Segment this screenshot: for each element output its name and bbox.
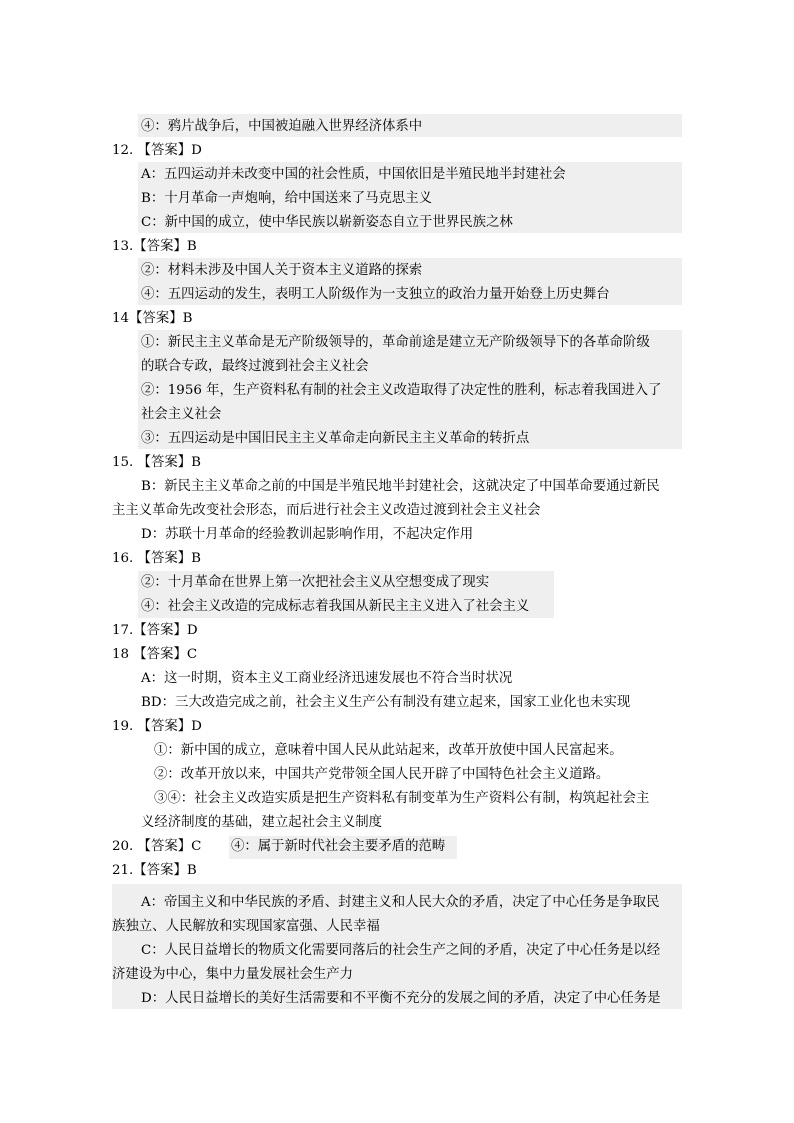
answer-heading: 12. 【答案】D [112, 143, 202, 158]
text-line: ④：属于新时代社会主要矛盾的范畴 [231, 839, 446, 854]
text-line: A：五四运动并未改变中国的社会性质，中国依旧是半殖民地半封建社会 [141, 167, 566, 182]
text-line: ③④：社会主义改造实质是把生产资料私有制变革为生产资料公有制，构筑起社会主 [154, 791, 650, 806]
text-line: ②：改革开放以来，中国共产党带领全国人民开辟了中国特色社会主义道路。 [154, 767, 610, 782]
answer-heading: 16. 【答案】B [112, 551, 201, 566]
answer-heading: 13.【答案】B [112, 239, 197, 254]
answer-heading: 19. 【答案】D [112, 719, 202, 734]
answer-heading: 21.【答案】B [112, 863, 197, 878]
text-line: ④：社会主义改造的完成标志着我国从新民主主义进入了社会主义 [141, 599, 530, 614]
answer-heading: 18 【答案】C [112, 647, 198, 662]
answer-heading: 15. 【答案】B [112, 455, 201, 470]
text-line: ③：五四运动是中国旧民主主义革命走向新民主主义革命的转折点 [141, 431, 530, 446]
text-line: D：人民日益增长的美好生活需要和不平衡不充分的发展之间的矛盾，决定了中心任务是 [141, 991, 661, 1006]
text-line: B：新民主主义革命之前的中国是半殖民地半封建社会，这就决定了中国革命要通过新民 [141, 479, 660, 494]
text-line: 济建设为中心，集中力量发展社会生产力 [112, 967, 354, 982]
text-line: ④：五四运动的发生，表明工人阶级作为一支独立的政治力量开始登上历史舞台 [141, 287, 610, 302]
text-line: D：苏联十月革命的经验教训起影响作用，不起决定作用 [141, 527, 474, 542]
text-line: A：帝国主义和中华民族的矛盾、封建主义和人民大众的矛盾，决定了中心任务是争取民 [141, 895, 660, 910]
text-line: ④：鸦片战争后，中国被迫融入世界经济体系中 [141, 119, 423, 134]
text-line: 主主义革命先改变社会形态，而后进行社会主义改造过渡到社会主义社会 [112, 503, 541, 518]
text-line: 族独立、人民解放和实现国家富强、人民幸福 [112, 919, 380, 934]
text-line: ②：材料未涉及中国人关于资本主义道路的探索 [141, 263, 423, 278]
text-line: BD：三大改造完成之前，社会主义生产公有制没有建立起来，国家工业化也未实现 [141, 695, 631, 710]
text-line: ②：1956 年，生产资料私有制的社会主义改造取得了决定性的胜利，标志着我国进入了 [141, 383, 662, 398]
text-line: 的联合专政，最终过渡到社会主义社会 [141, 359, 369, 374]
text-line: ①：新中国的成立，意味着中国人民从此站起来，改革开放使中国人民富起来。 [154, 743, 623, 758]
text-line: B：十月革命一声炮响，给中国送来了马克思主义 [141, 191, 433, 206]
answer-heading: 14【答案】B [112, 311, 193, 326]
text-line: ②：十月革命在世界上第一次把社会主义从空想变成了现实 [141, 575, 490, 590]
text-line: 义经济制度的基础，建立起社会主义制度 [141, 815, 383, 830]
text-line: ①：新民主主义革命是无产阶级领导的，革命前途是建立无产阶级领导下的各革命阶级 [141, 335, 650, 350]
text-line: C：新中国的成立，使中华民族以崭新姿态自立于世界民族之林 [141, 215, 513, 230]
answer-heading: 20. 【答案】C [112, 839, 202, 854]
text-line: C：人民日益增长的物质文化需要同落后的社会生产之间的矛盾，决定了中心任务是以经 [141, 943, 661, 958]
text-line: 社会主义社会 [141, 407, 222, 422]
text-line: A：这一时期，资本主义工商业经济迅速发展也不符合当时状况 [141, 671, 513, 686]
answer-heading: 17.【答案】D [112, 623, 198, 638]
